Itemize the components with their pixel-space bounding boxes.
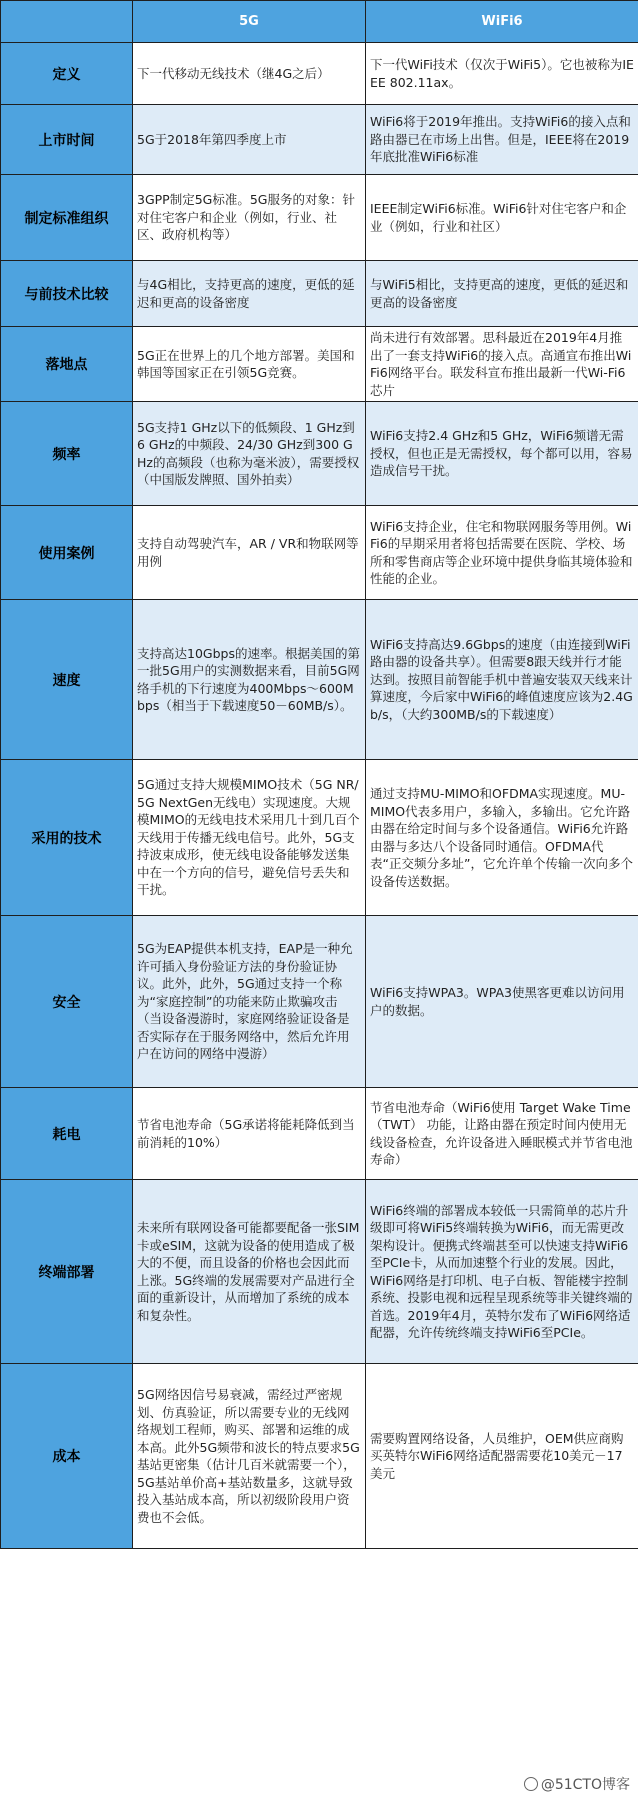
cell-5g: 5G正在世界上的几个地方部署。美国和韩国等国家正在引领5G竞赛。 (133, 327, 366, 402)
cell-wifi6: WiFi6将于2019年推出。支持WiFi6的接入点和路由器已在市场上出售。但是，IEEE将在2019年底批准WiFi6标准 (366, 105, 638, 175)
table-row (1, 175, 638, 261)
cell-wifi6: 下一代WiFi技术（仅次于WiFi5）。它也被称为IEEE 802.11ax。 (366, 43, 638, 105)
row-label: 上市时间 (1, 105, 133, 175)
cell-wifi6: WiFi6支持WPA3。WPA3使黑客更难以访问用户的数据。 (366, 916, 638, 1088)
cell-wifi6: WiFi6支持2.4 GHz和5 GHz，WiFi6频谱无需授权，但也正是无需授权，每个都可以用，容易造成信号干扰。 (366, 402, 638, 506)
cell-5g: 支持高达10Gbps的速率。根据美国的第一批5G用户的实测数据来看，目前5G网络手机的下行速度为400Mbps～600Mbps（相当于下载速度50－60MB/s）。 (133, 600, 366, 760)
row-label: 与前技术比较 (1, 261, 133, 327)
table-row (1, 402, 638, 506)
cell-5g: 5G网络因信号易衰减，需经过严密规划、仿真验证，所以需要专业的无线网络规划工程师，购买、部署和运维的成本高。此外5G频带和波长的特点要求5G基站更密集（估计几百米就需要一个），5G基站单价高+基站数量多，这就导致投入基站成本高，所以初级阶段用户资费也不会低。 (133, 1364, 366, 1549)
cell-5g: 支持自动驾驶汽车，AR / VR和物联网等用例 (133, 506, 366, 600)
row-label: 成本 (1, 1364, 133, 1549)
table-row (1, 261, 638, 327)
watermark-logo-icon (524, 1777, 538, 1791)
cell-wifi6: 与WiFi5相比，支持更高的速度，更低的延迟和更高的设备密度 (366, 261, 638, 327)
table-row (1, 105, 638, 175)
row-label: 终端部署 (1, 1180, 133, 1364)
row-label: 速度 (1, 600, 133, 760)
cell-wifi6: 尚未进行有效部署。思科最近在2019年4月推出了一套支持WiFi6的接入点。高通宣布推出WiFi6网络平台。联发科宣布推出最新一代Wi-Fi6芯片 (366, 327, 638, 402)
table-row (1, 1364, 638, 1549)
row-label: 频率 (1, 402, 133, 506)
cell-wifi6: WiFi6支持企业，住宅和物联网服务等用例。WiFi6的早期采用者将包括需要在医院、学校、场所和零售商店等企业环境中提供身临其境体验和性能的企业。 (366, 506, 638, 600)
table-row (1, 600, 638, 760)
header-5g: 5G (133, 1, 366, 43)
cell-wifi6: 节省电池寿命（WiFi6使用 Target Wake Time（TWT） 功能，让路由器在预定时间内使用无线设备检查，允许设备进入睡眠模式并节省电池寿命） (366, 1088, 638, 1180)
row-label: 使用案例 (1, 506, 133, 600)
cell-5g: 与4G相比，支持更高的速度，更低的延迟和更高的设备密度 (133, 261, 366, 327)
row-label: 定义 (1, 43, 133, 105)
cell-5g: 未来所有联网设备可能都要配备一张SIM卡或eSIM，这就为设备的使用造成了极大的不便，而且设备的价格也会因此而上涨。5G终端的发展需要对产品进行全面的重新设计，从而增加了系统的成本和复杂性。 (133, 1180, 366, 1364)
header-row (1, 1, 638, 43)
row-label: 落地点 (1, 327, 133, 402)
cell-wifi6: 通过支持MU-MIMO和OFDMA实现速度。MU-MIMO代表多用户，多输入，多输出。它允许路由器在给定时间与多个设备通信。WiFi6允许路由器与多达八个设备同时通信。OFDMA代表“正交频分多址”，它允许单个传输一次向多个设备传送数据。 (366, 760, 638, 916)
table-row (1, 43, 638, 105)
cell-wifi6: WiFi6支持高达9.6Gbps的速度（由连接到WiFi路由器的设备共享）。但需要8跟天线并行才能达到。按照目前智能手机中普遍安装双天线来计算速度，今后家中WiFi6的峰值速度应该为2.4Gb/s，（大约300MB/s的下载速度） (366, 600, 638, 760)
row-label: 制定标准组织 (1, 175, 133, 261)
cell-5g: 下一代移动无线技术（继4G之后） (133, 43, 366, 105)
table-row (1, 760, 638, 916)
watermark-text: @51CTO博客 (540, 1777, 630, 1793)
cell-wifi6: WiFi6终端的部署成本较低一只需简单的芯片升级即可将WiFi5终端转换为WiFi6，而无需更改架构设计。便携式终端甚至可以快速支持WiFi6至PCIe卡，从而加速整个行业的发展。因此，WiFi6网络是打印机、电子白板、智能楼宇控制系统、投影电视和远程呈现系统等非关键终端的首选。2019年4月，英特尔发布了WiFi6网络适配器，允许传统终端支持WiFi6至PCIe。 (366, 1180, 638, 1364)
cell-5g: 节省电池寿命（5G承诺将能耗降低到当前消耗的10%） (133, 1088, 366, 1180)
cell-5g: 5G支持1 GHz以下的低频段、1 GHz到6 GHz的中频段、24/30 GHz到300 GHz的高频段（也称为毫米波），需要授权（中国版发牌照、国外拍卖） (133, 402, 366, 506)
table-row (1, 1180, 638, 1364)
cell-5g: 3GPP制定5G标准。5G服务的对象：针对住宅客户和企业（例如，行业、社区、政府机构等） (133, 175, 366, 261)
row-label: 耗电 (1, 1088, 133, 1180)
table-row (1, 916, 638, 1088)
cell-wifi6: 需要购置网络设备，人员维护，OEM供应商购买英特尔WiFi6网络适配器需要花10美元－17美元 (366, 1364, 638, 1549)
watermark (524, 1774, 630, 1794)
cell-5g: 5G为EAP提供本机支持，EAP是一种允许可插入身份验证方法的身份验证协议。此外，此外，5G通过支持一个称为“家庭控制”的功能来防止欺骗攻击（当设备漫游时，家庭网络验证设备是否实际存在于服务网络中，然后允许用户在访问的网络中漫游） (133, 916, 366, 1088)
table-row (1, 327, 638, 402)
header-wifi6: WiFi6 (366, 1, 638, 43)
row-label: 安全 (1, 916, 133, 1088)
table-row (1, 506, 638, 600)
table-row (1, 1088, 638, 1180)
cell-wifi6: IEEE制定WiFi6标准。WiFi6针对住宅客户和企业（例如，行业和社区） (366, 175, 638, 261)
cell-5g: 5G于2018年第四季度上市 (133, 105, 366, 175)
cell-5g: 5G通过支持大规模MIMO技术（5G NR/5G NextGen无线电）实现速度。大规模MIMO的无线电技术采用几十到几百个天线用于传播无线电信号。此外，5G支持波束成形，使无线电设备能够发送集中在一个方向的信号，避免信号丢失和干扰。 (133, 760, 366, 916)
row-label: 采用的技术 (1, 760, 133, 916)
header-corner (1, 1, 133, 43)
